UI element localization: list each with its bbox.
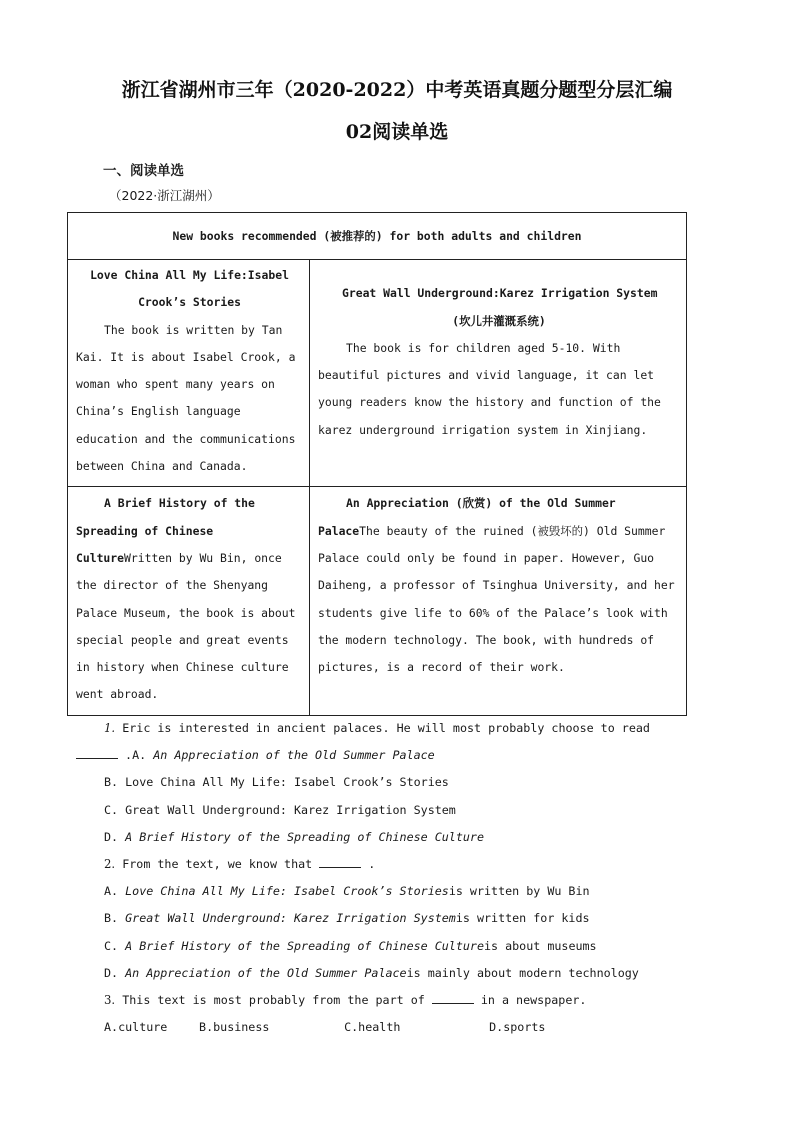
- q3-option-a: A.culture: [104, 1020, 168, 1035]
- section-heading: 一、阅读单选: [103, 163, 184, 179]
- q2-option-c-label: C.: [104, 938, 119, 953]
- q3-options-line: [76, 1014, 696, 1041]
- question-2-text: From the text, we know that: [122, 857, 313, 872]
- book-3-title-c: Culture: [76, 550, 125, 565]
- q1-option-c-line: [76, 797, 696, 824]
- book-cell-4: [310, 487, 687, 715]
- q2-option-a-line: [76, 878, 696, 905]
- q1-option-c: Great Wall Underground: Karez Irrigation System: [125, 802, 456, 817]
- question-3-text: This text is most probably from the part of: [122, 993, 425, 1008]
- book-2-body: The book is for children aged 5-10. With beautiful pictures and vivid language, it can let young readers know the history and function of the karez underground irrigation system in Xinjiang.: [318, 340, 661, 437]
- q2-option-b-title: Great Wall Underground: Karez Irrigation System: [125, 911, 456, 926]
- q2-option-d-line: [76, 960, 696, 987]
- source-note: （2022·浙江湖州）: [109, 188, 220, 203]
- q2-option-d-title: An Appreciation of the Old Summer Palace: [125, 965, 407, 980]
- book-cell-1: [68, 260, 310, 487]
- q2-option-a-label: A.: [104, 884, 119, 899]
- q2-option-d-label: D.: [104, 965, 119, 980]
- book-cell-2: [310, 260, 687, 487]
- book-3-body: Written by Wu Bin, once the director of the Shenyang Palace Museum, the book is about special people and great events in history when Chinese culture went abroad.: [76, 550, 296, 702]
- question-2-number: 2.: [104, 857, 116, 872]
- q1-option-d-label: D.: [104, 829, 119, 844]
- q2-option-c-rest: is about museums: [484, 938, 597, 953]
- q2-option-d-rest: is mainly about modern technology: [406, 965, 639, 980]
- q2-option-b-rest: is written for kids: [455, 911, 590, 926]
- question-1-tail: .A.: [125, 748, 147, 763]
- book-table: [67, 212, 687, 716]
- question-3-tail: in a newspaper.: [480, 993, 587, 1008]
- question-1-stem-cont: [76, 742, 696, 769]
- question-2-tail: .: [368, 857, 376, 872]
- q1-option-d-line: [76, 824, 696, 851]
- q3-option-b: B.business: [199, 1020, 270, 1035]
- q1-option-b-line: [76, 769, 696, 796]
- q3-option-c: C.health: [344, 1020, 401, 1035]
- question-1-number: 1.: [104, 721, 116, 735]
- book-3-title-b: Spreading of Chinese: [76, 523, 214, 538]
- book-2-title-b: (坎儿井灌溉系统): [452, 313, 546, 328]
- q1-option-c-label: C.: [104, 802, 119, 817]
- book-3-title-a: A Brief History of the: [104, 496, 255, 511]
- document-title-line1: 浙江省湖州市三年（2020-2022）中考英语真题分题型分层汇编: [121, 79, 673, 101]
- q1-option-d: A Brief History of the Spreading of Chinese Culture: [125, 829, 484, 844]
- book-4-body: The beauty of the ruined (被毁坏的) Old Summer Palace could only be found in paper. However, Guo Daiheng, a professor of Tsinghua University, and her students give life to 60% of the Palace’s look with the modern technology. The book, with hundreds of pictures, is a record of their work.: [318, 523, 675, 675]
- q1-option-a: An Appreciation of the Old Summer Palace: [153, 748, 435, 763]
- table-heading: New books recommended (被推荐的) for both adults and children: [68, 213, 687, 260]
- q2-option-a-title: Love China All My Life: Isabel Crook’s Stories: [125, 884, 449, 899]
- q1-option-b-label: B.: [104, 775, 119, 790]
- answer-blank-1[interactable]: [76, 746, 118, 759]
- document-title-line2: 02阅读单选: [345, 121, 449, 143]
- question-3-stem: [76, 987, 696, 1014]
- book-1-title-a: Love China All My Life:Isabel: [90, 268, 289, 282]
- question-3-number: 3.: [104, 993, 116, 1008]
- question-1-stem: [76, 715, 696, 742]
- q1-option-b: Love China All My Life: Isabel Crook’s Stories: [125, 775, 449, 790]
- question-1-text: Eric is interested in ancient palaces. He will most probably choose to read: [122, 721, 650, 735]
- answer-blank-2[interactable]: [319, 855, 361, 868]
- book-4-title: An Appreciation (欣赏) of the Old Summer Palace: [318, 496, 616, 538]
- answer-blank-3[interactable]: [432, 991, 474, 1004]
- book-1-body: The book is written by Tan Kai. It is about Isabel Crook, a woman who spent many years on China’s English language education and the communications between China and Canada.: [76, 322, 296, 474]
- q2-option-c-title: A Brief History of the Spreading of Chinese Culture: [125, 938, 484, 953]
- q2-option-b-line: [76, 905, 696, 932]
- book-cell-3: [68, 487, 310, 715]
- q2-option-a-rest: is written by Wu Bin: [448, 884, 590, 899]
- q2-option-b-label: B.: [104, 911, 119, 926]
- question-2-stem: [76, 851, 696, 878]
- q3-option-d: D.sports: [489, 1020, 546, 1035]
- book-2-title-a: Great Wall Underground:Karez Irrigation System: [342, 286, 658, 301]
- question-list: [76, 715, 696, 1041]
- book-1-title-b: Crook’s Stories: [138, 295, 241, 310]
- q2-option-c-line: [76, 933, 696, 960]
